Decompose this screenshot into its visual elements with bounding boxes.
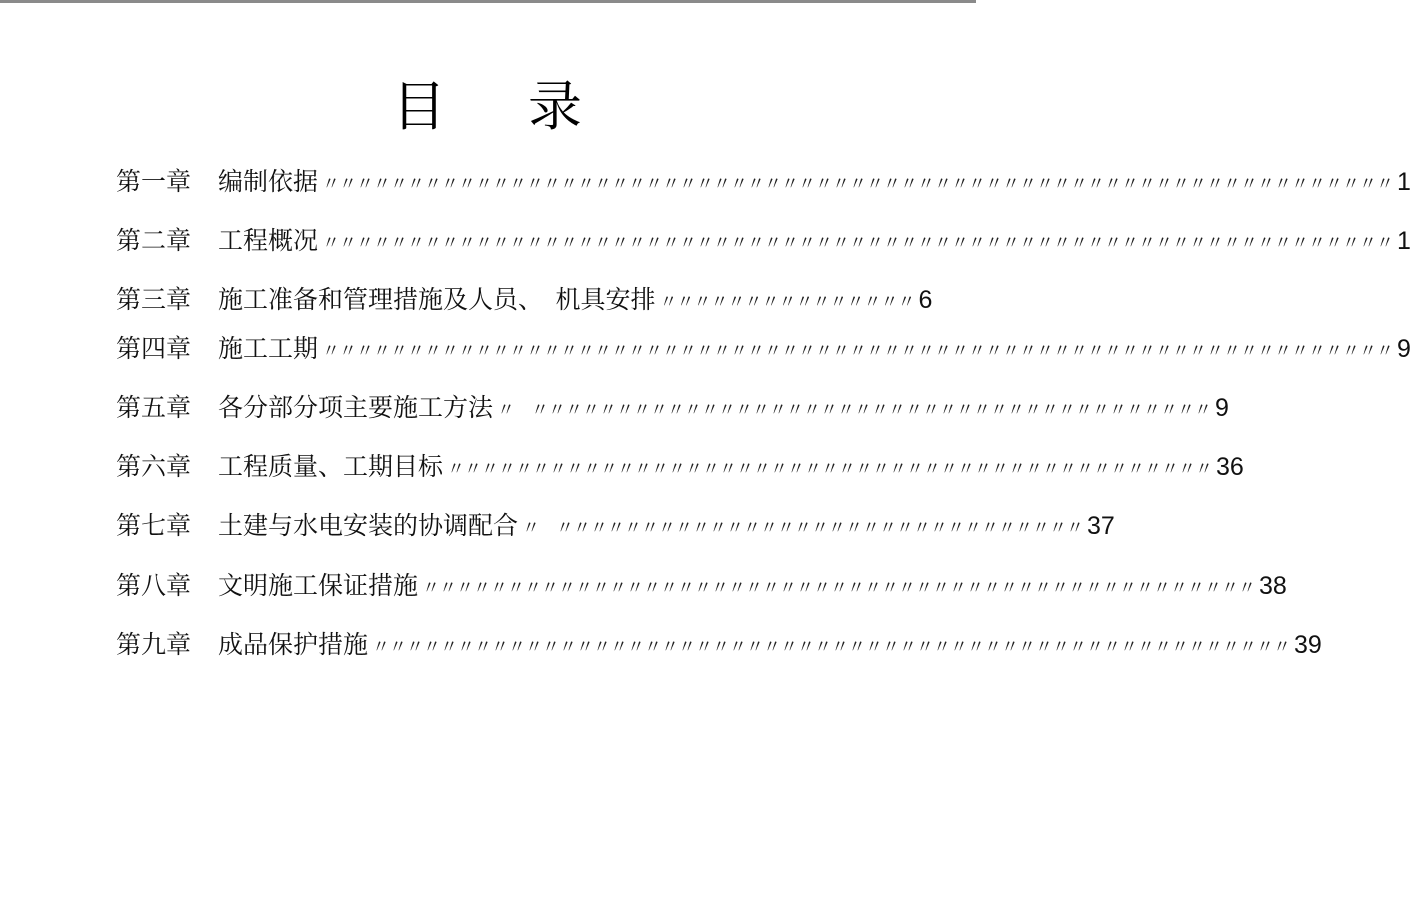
toc-chapter-label: 第三章 <box>116 285 192 314</box>
toc-entry[interactable] <box>116 165 1411 199</box>
toc-entry[interactable] <box>116 450 1244 484</box>
toc-entry-title: 成品保护措施 <box>218 630 369 659</box>
toc-chapter-label: 第六章 <box>116 452 192 481</box>
toc-chapter-label: 第四章 <box>116 334 192 363</box>
toc-entry-title: 文明施工保证措施 <box>218 571 419 600</box>
toc-page-number: 9 <box>1215 394 1229 422</box>
toc-entry[interactable] <box>116 628 1322 662</box>
toc-page-number: 37 <box>1087 512 1115 540</box>
toc-title-char-2: 录 <box>528 75 584 138</box>
toc-entry[interactable] <box>116 509 1115 543</box>
toc-title-char-1: 目 <box>392 75 448 138</box>
toc-page-number: 9 <box>1397 335 1411 363</box>
toc-entry-title: 各分部分项主要施工方法 <box>218 393 494 422</box>
toc-page-number: 6 <box>918 286 933 314</box>
toc-entry[interactable] <box>116 332 1411 366</box>
toc-leader: 〃〃〃〃〃〃〃〃〃〃〃〃〃〃〃 <box>659 292 915 313</box>
toc-page-number: 38 <box>1259 572 1287 600</box>
toc-page-number: 1 <box>1397 227 1411 255</box>
toc-title <box>0 75 976 139</box>
toc-chapter-label: 第一章 <box>116 167 192 196</box>
toc-entry-title: 编制依据 <box>218 167 319 196</box>
document-page <box>0 3 1411 921</box>
toc-page-number: 1 <box>1397 168 1411 196</box>
toc-entry[interactable] <box>116 391 1229 425</box>
toc-chapter-label: 第二章 <box>116 226 192 255</box>
toc-leader: 〃〃〃〃〃〃〃〃〃〃〃〃〃〃〃〃〃〃〃〃〃〃〃〃〃〃〃〃〃〃〃〃〃〃〃〃〃〃〃〃〃〃〃〃〃〃〃〃〃 <box>422 578 1256 599</box>
toc-entry-title: 土建与水电安装的协调配合 <box>218 511 519 540</box>
toc-leader: 〃〃〃〃〃〃〃〃〃〃〃〃〃〃〃〃〃〃〃〃〃〃〃〃〃〃〃〃〃〃〃〃〃〃〃〃〃〃〃〃〃〃〃〃〃〃〃〃〃〃〃〃〃〃〃〃〃〃〃〃〃〃〃 <box>322 341 1394 362</box>
toc-entry-title: 工程质量、工期目标 <box>218 452 444 481</box>
toc-leader: 〃〃〃〃〃〃〃〃〃〃〃〃〃〃〃〃〃〃〃〃〃〃〃〃〃〃〃〃〃〃〃〃〃〃〃〃〃〃〃〃〃〃〃〃〃〃〃〃〃〃〃〃〃〃〃〃〃〃〃〃〃〃〃 <box>322 233 1394 254</box>
toc-entry[interactable] <box>116 283 933 317</box>
toc-chapter-label: 第八章 <box>116 571 192 600</box>
toc-leader: 〃〃〃〃〃〃〃〃〃〃〃〃〃〃〃〃〃〃〃〃〃〃〃〃〃〃〃〃〃〃〃〃〃〃〃〃〃〃〃〃〃〃〃〃〃〃〃〃〃〃〃〃〃〃〃〃〃〃〃〃〃〃〃 <box>322 174 1394 195</box>
toc-leader: 〃 〃〃〃〃〃〃〃〃〃〃〃〃〃〃〃〃〃〃〃〃〃〃〃〃〃〃〃〃〃〃〃〃〃〃〃〃〃〃〃〃 <box>497 400 1212 421</box>
toc-entry-title: 施工工期 <box>218 334 319 363</box>
toc-page-number: 39 <box>1294 631 1322 659</box>
toc-entry[interactable] <box>116 569 1287 603</box>
toc-chapter-label: 第五章 <box>116 393 192 422</box>
toc-entry[interactable] <box>116 224 1411 258</box>
toc-chapter-label: 第九章 <box>116 630 192 659</box>
toc-entry-title: 施工准备和管理措施及人员、 机具安排 <box>218 285 656 314</box>
toc-leader: 〃〃〃〃〃〃〃〃〃〃〃〃〃〃〃〃〃〃〃〃〃〃〃〃〃〃〃〃〃〃〃〃〃〃〃〃〃〃〃〃〃〃〃〃〃〃〃〃〃〃〃〃〃〃 <box>372 637 1291 658</box>
toc-leader: 〃 〃〃〃〃〃〃〃〃〃〃〃〃〃〃〃〃〃〃〃〃〃〃〃〃〃〃〃〃〃〃〃 <box>522 518 1084 539</box>
toc-chapter-label: 第七章 <box>116 511 192 540</box>
toc-entry-title: 工程概况 <box>218 226 319 255</box>
toc-leader: 〃〃〃〃〃〃〃〃〃〃〃〃〃〃〃〃〃〃〃〃〃〃〃〃〃〃〃〃〃〃〃〃〃〃〃〃〃〃〃〃〃〃〃〃〃 <box>447 459 1213 480</box>
toc-page-number: 36 <box>1216 453 1244 481</box>
